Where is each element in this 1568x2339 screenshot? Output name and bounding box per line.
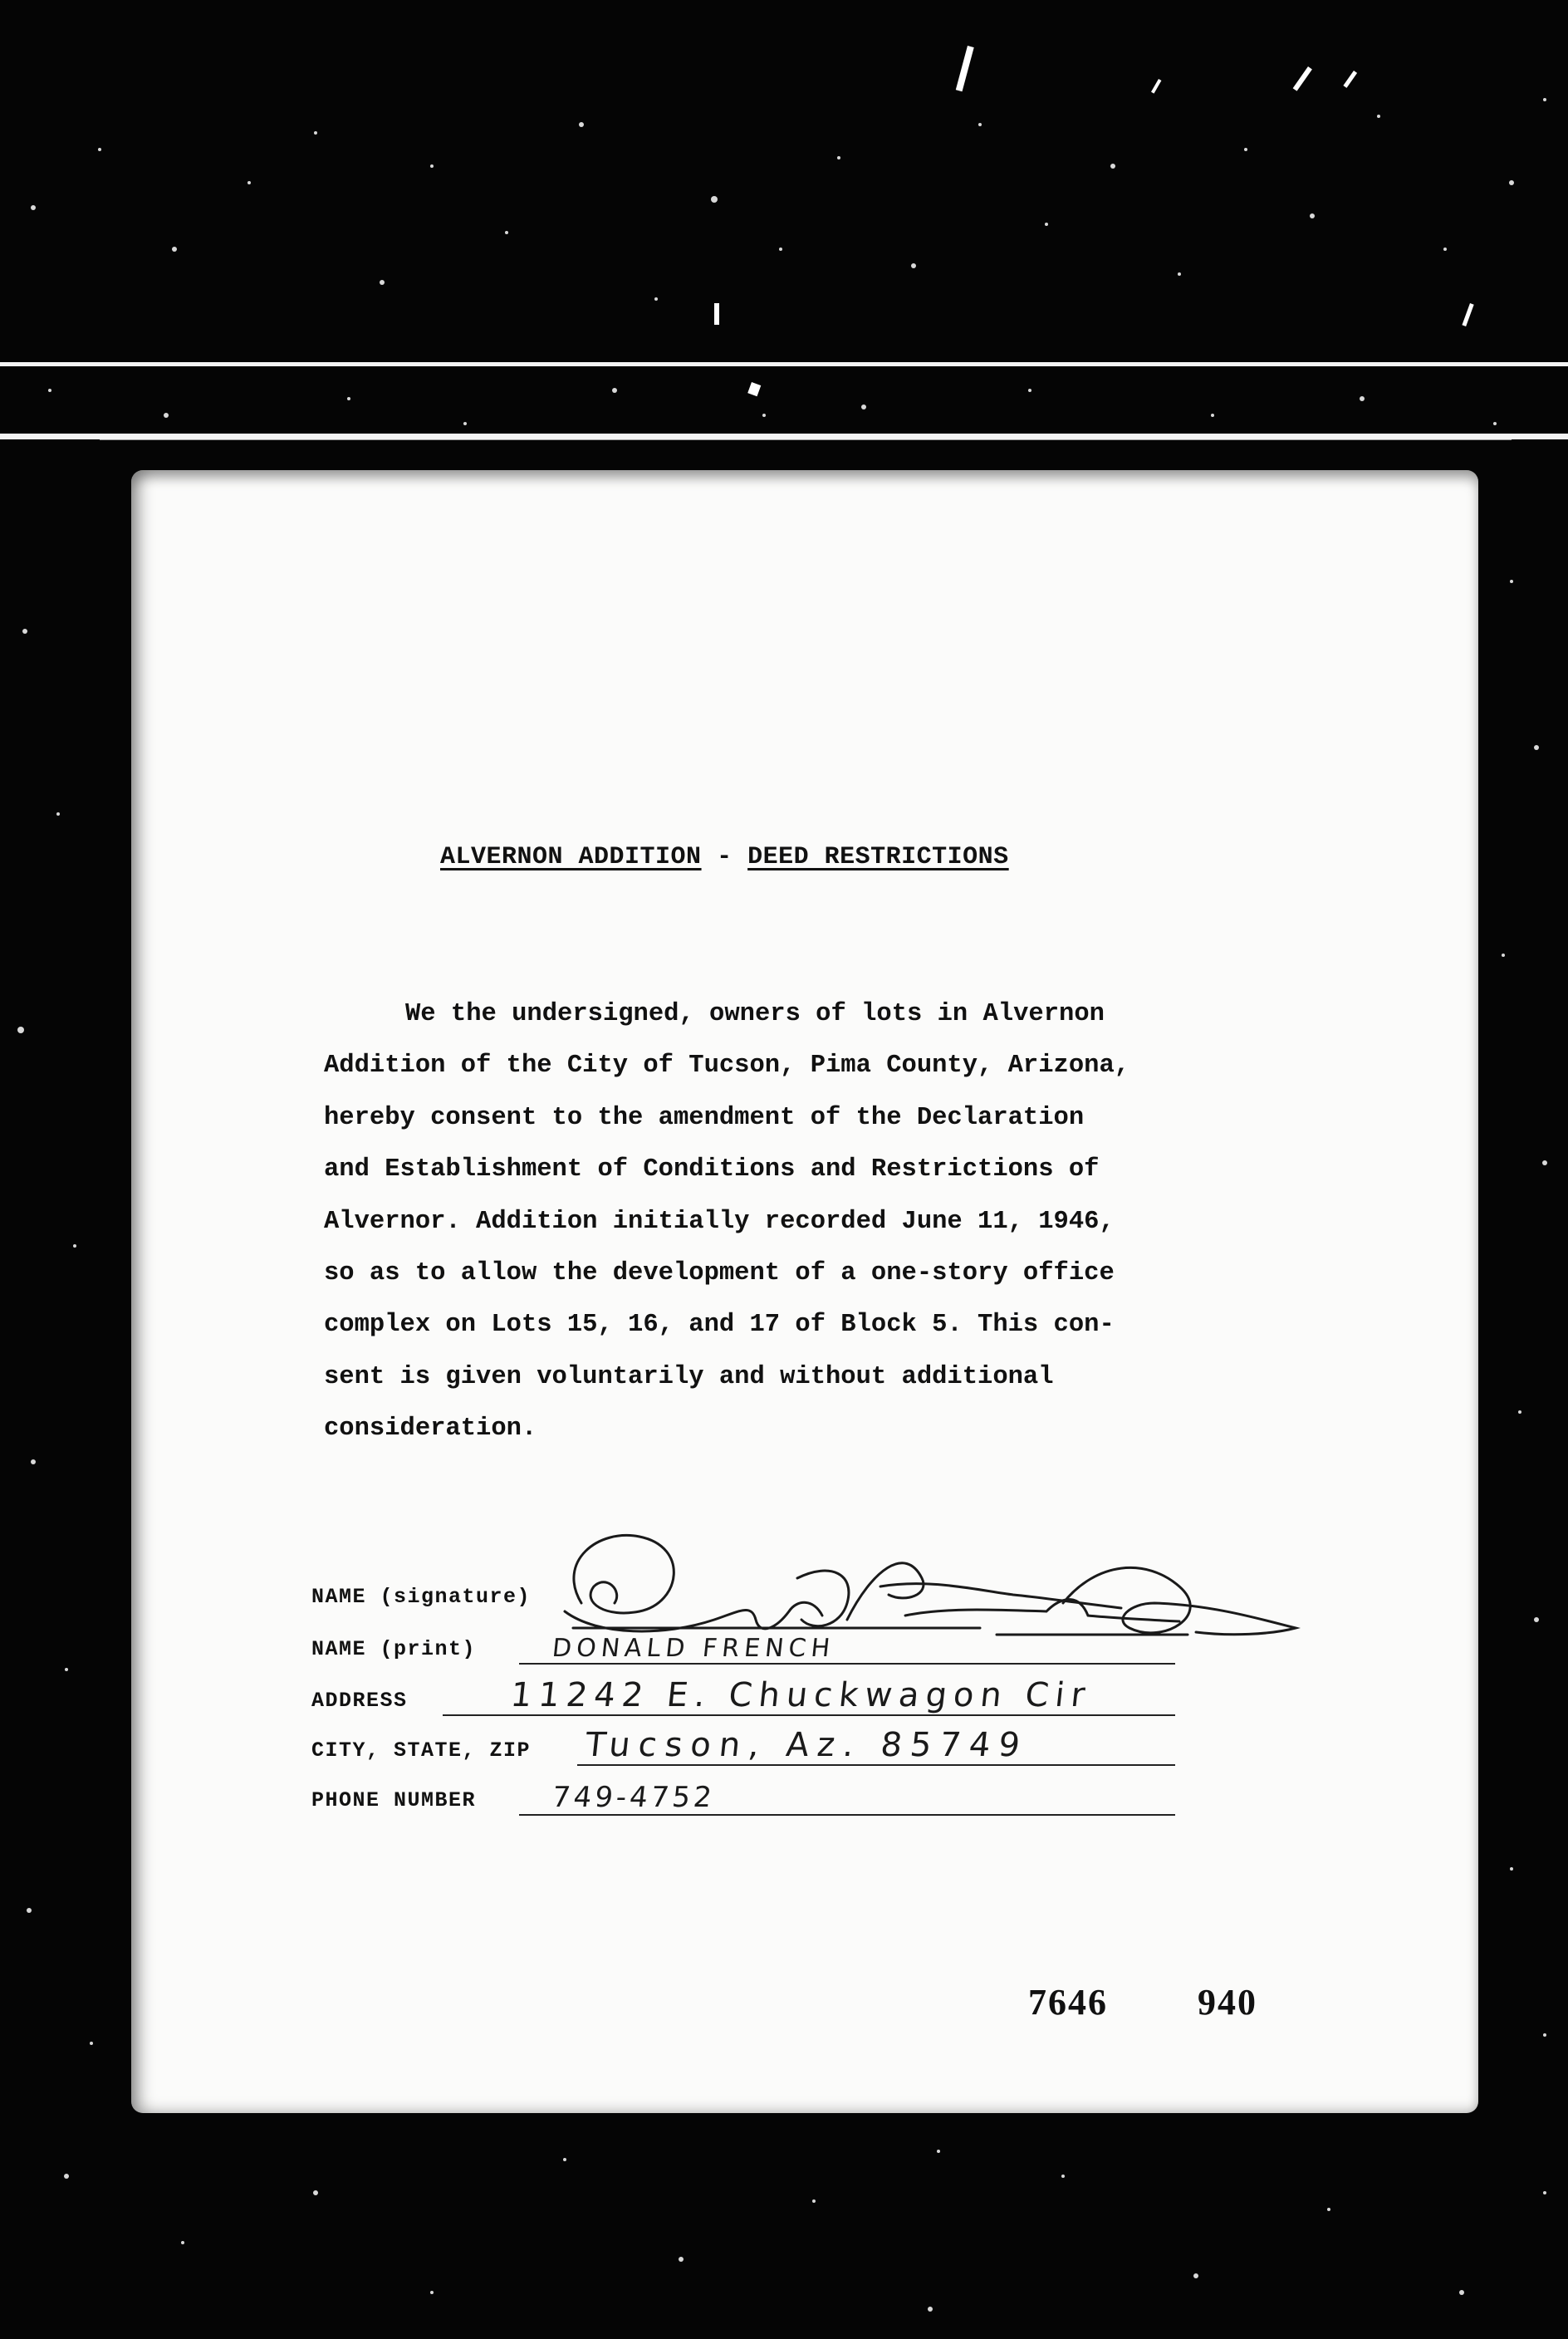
scan-edge-line-top (0, 362, 1568, 366)
consent-paragraph (324, 988, 1237, 1455)
paragraph-line: Addition of the City of Tucson, Pima County, Arizona, (324, 1052, 1130, 1081)
print-name-row (311, 1635, 1175, 1668)
phone-number-row (311, 1781, 1175, 1819)
phone-number-label: PHONE NUMBER (311, 1788, 477, 1812)
city-state-zip-row (311, 1726, 1175, 1769)
city-state-zip-value: Tucson, Az. 85749 (583, 1726, 1031, 1764)
city-state-zip-label: CITY, STATE, ZIP (311, 1738, 532, 1763)
address-row (311, 1676, 1175, 1719)
city-state-zip-line (577, 1764, 1175, 1766)
phone-number-line (519, 1814, 1175, 1816)
document-number-right: 940 (1198, 1982, 1257, 2023)
paragraph-line: hereby consent to the amendment of the Declaration (324, 1103, 1085, 1132)
paragraph-line: so as to allow the development of a one-story office (324, 1259, 1115, 1288)
document-number-left: 7646 (1028, 1982, 1108, 2023)
title-part-2: DEED RESTRICTIONS (747, 843, 1009, 871)
document-title (440, 843, 1009, 871)
paragraph-line: sent is given voluntarily and without additional (324, 1362, 1054, 1391)
paragraph-line: Alvernor. Addition initially recorded June 11, 1946, (324, 1207, 1115, 1236)
paragraph-line: consideration. (324, 1415, 537, 1444)
print-name-line (519, 1663, 1175, 1665)
address-line (443, 1714, 1175, 1716)
address-value: 11242 E. Chuckwagon Cir (508, 1676, 1094, 1714)
title-separator: - (717, 843, 733, 871)
paragraph-line: and Establishment of Conditions and Restrictions of (324, 1155, 1100, 1184)
print-name-label: NAME (print) (311, 1637, 477, 1661)
scan-edge-line-bottom (0, 434, 1568, 439)
print-name-value: DONALD FRENCH (551, 1634, 836, 1663)
address-label: ADDRESS (311, 1689, 408, 1713)
paragraph-line: We the undersigned, owners of lots in Alvernon (405, 1000, 1105, 1028)
title-part-1: ALVERNON ADDITION (440, 843, 702, 871)
signature-label: NAME (signature) (311, 1585, 532, 1609)
phone-number-value: 749-4752 (550, 1781, 717, 1814)
paragraph-line: complex on Lots 15, 16, and 17 of Block 5. This con- (324, 1311, 1115, 1340)
